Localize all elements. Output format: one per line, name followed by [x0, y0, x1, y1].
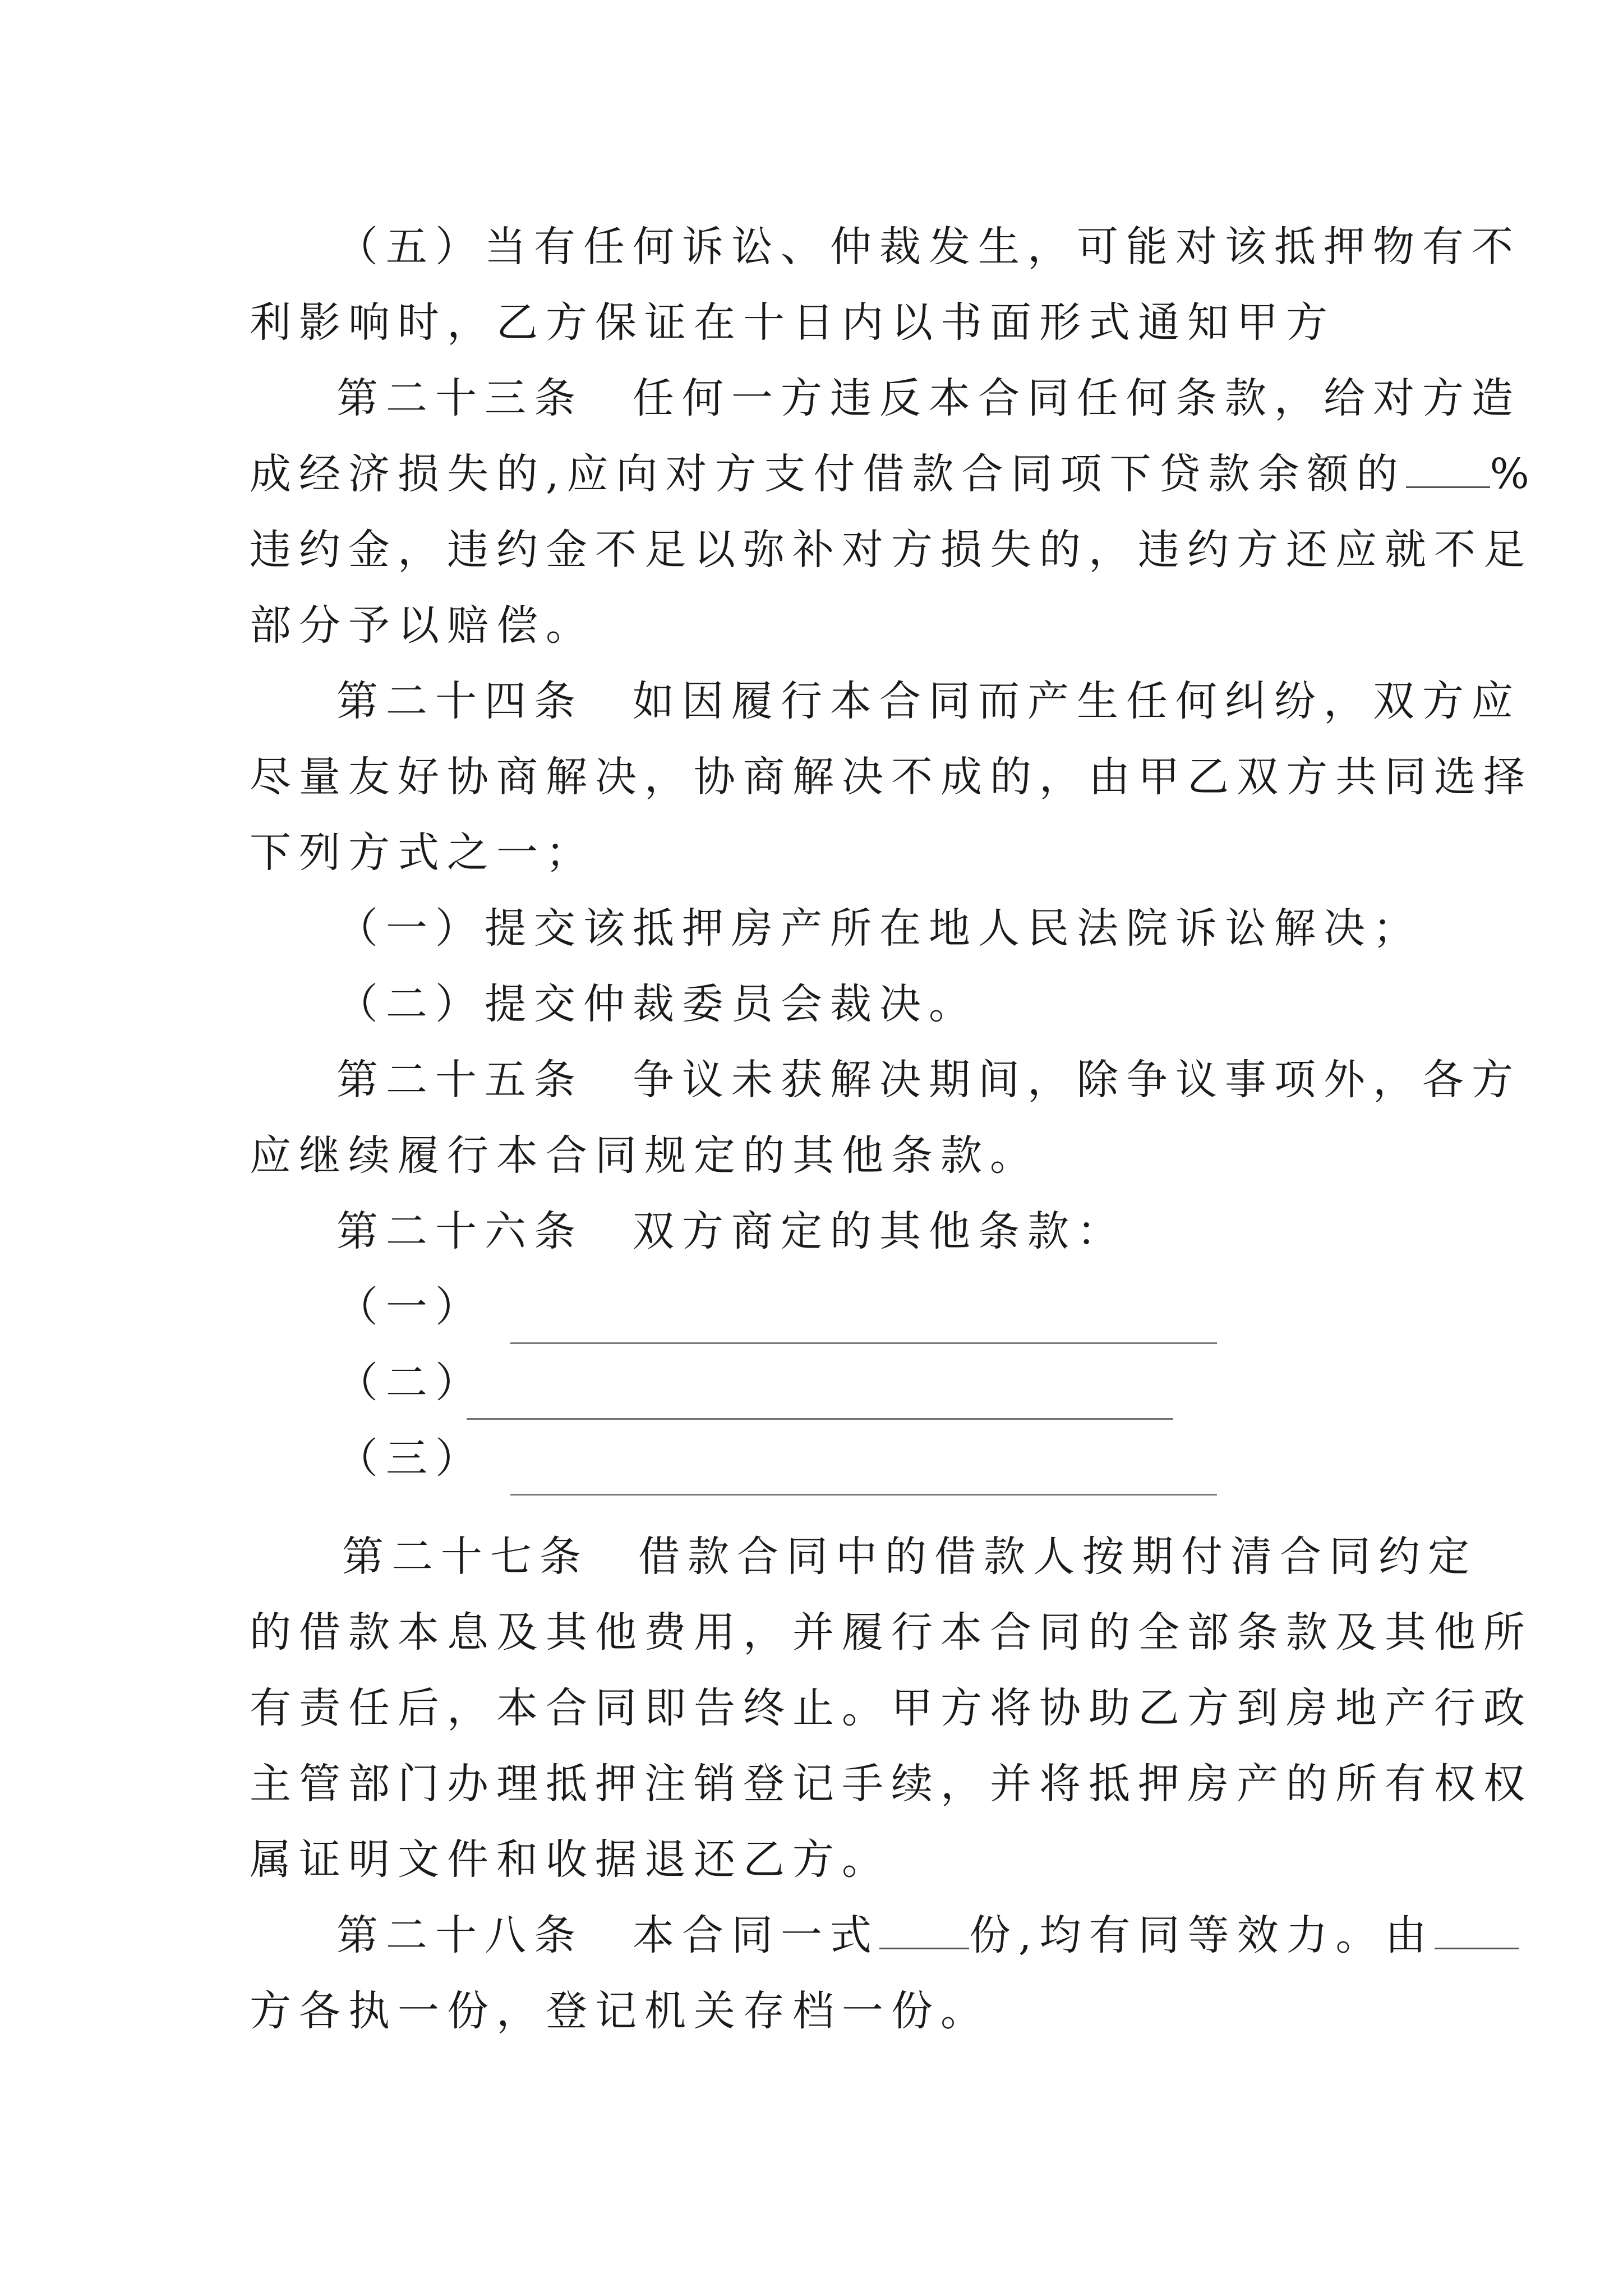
text-line: 主管部门办理抵押注销登记手续，并将抵押房产的所有权权 — [250, 1760, 1533, 1808]
text-line: （一） — [336, 1283, 485, 1331]
text-line: （五）当有任何诉讼、仲裁发生，可能对该抵押物有不 — [336, 223, 1521, 271]
text-line: 下列方式之一； — [250, 829, 595, 877]
fill-blank — [1406, 453, 1490, 488]
text-line: 尽量友好协商解决，协商解决不成的，由甲乙双方共同选择 — [250, 753, 1533, 801]
text-line: 第二十五条 争议未获解决期间，除争议事项外，各方 — [336, 1056, 1521, 1104]
text-segment: 成经济损失的,应向对方支付借款合同项下贷款余额的 — [250, 450, 1406, 498]
text-line: 的借款本息及其他费用，并履行本合同的全部条款及其他所 — [250, 1608, 1533, 1657]
text-line: 有责任后，本合同即告终止。甲方将协助乙方到房地产行政 — [250, 1684, 1533, 1732]
text-line: （一）提交该抵押房产所在地人民法院诉讼解决； — [336, 904, 1422, 953]
text-line: 第二十六条 双方商定的其他条款： — [336, 1207, 1126, 1255]
text-line: 违约金，违约金不足以弥补对方损失的，违约方还应就不足 — [250, 526, 1533, 574]
text-line — [336, 1896, 1435, 1975]
text-segment: 第二十八条 本合同一式 — [336, 1911, 879, 1959]
text-line: （三） — [336, 1434, 485, 1483]
text-line: 部分予以赔偿。 — [250, 601, 595, 650]
text-line: （二）提交仲裁委员会裁决。 — [336, 980, 978, 1028]
text-segment: % — [1490, 450, 1537, 498]
text-segment: 份,均有同等效力。由 — [969, 1911, 1435, 1959]
text-line — [250, 435, 1537, 513]
text-line: 第二十七条 借款合同中的借款人按期付清合同约定 — [342, 1533, 1477, 1581]
fill-blank — [510, 1494, 1217, 1496]
fill-blank — [1435, 1914, 1519, 1949]
text-line: 第二十三条 任何一方违反本合同任何条款，给对方造 — [336, 374, 1521, 422]
text-line: （二） — [336, 1359, 485, 1407]
fill-blank — [879, 1914, 969, 1949]
text-line: 属证明文件和收据退还乙方。 — [250, 1835, 891, 1884]
text-line: 应继续履行本合同规定的其他条款。 — [250, 1131, 1039, 1180]
text-line: 方各执一份，登记机关存档一份。 — [250, 1987, 990, 2035]
text-line: 第二十四条 如因履行本合同而产生任何纠纷，双方应 — [336, 677, 1521, 725]
text-line: 利影响时，乙方保证在十日内以书面形式通知甲方 — [250, 298, 1335, 347]
